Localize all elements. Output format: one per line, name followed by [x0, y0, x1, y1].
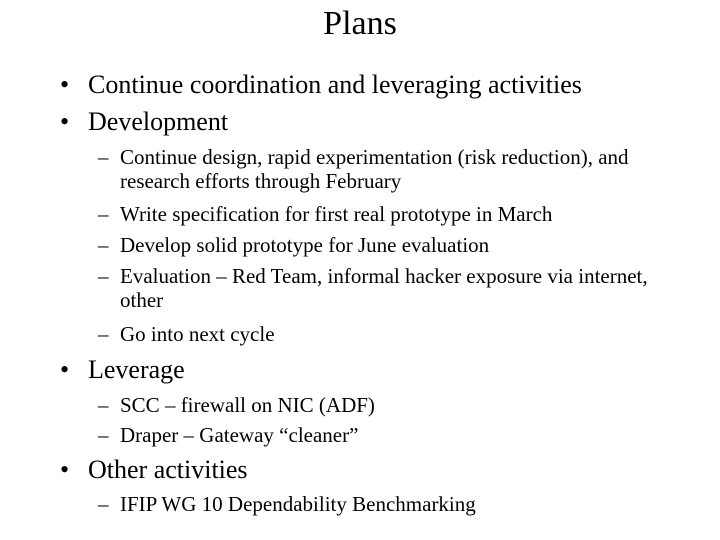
dash-icon: – [98, 145, 109, 169]
sub-item-text: Evaluation – Red Team, informal hacker exposure via internet, other [120, 264, 648, 312]
sub-item-text: Write specification for first real prototype in March [120, 202, 553, 226]
sub-item-text: IFIP WG 10 Dependability Benchmarking [120, 492, 476, 516]
sub-item-text: Go into next cycle [120, 322, 275, 346]
sub-item-text: Continue design, rapid experimentation (risk reduction), and research efforts through February [120, 145, 629, 193]
dash-icon: – [98, 264, 109, 288]
bullet-icon: • [60, 355, 70, 384]
dash-icon: – [98, 492, 109, 516]
sub-item-text: SCC – firewall on NIC (ADF) [120, 393, 375, 417]
bullet-icon: • [60, 455, 70, 484]
bullet-text: Leverage [88, 355, 185, 384]
bullet-text: Continue coordination and leveraging activities [88, 70, 582, 99]
dash-icon: – [98, 393, 109, 417]
sub-item-text: Develop solid prototype for June evaluation [120, 233, 490, 257]
dash-icon: – [98, 322, 109, 346]
sub-item-text: Draper – Gateway “cleaner” [120, 423, 359, 447]
bullet-text: Development [88, 107, 229, 136]
bullet-text: Other activities [88, 455, 248, 484]
slide-title: Plans [323, 5, 397, 42]
dash-icon: – [98, 423, 109, 447]
dash-icon: – [98, 233, 109, 257]
dash-icon: – [98, 202, 109, 226]
bullet-icon: • [60, 107, 70, 136]
bullet-icon: • [60, 70, 70, 99]
